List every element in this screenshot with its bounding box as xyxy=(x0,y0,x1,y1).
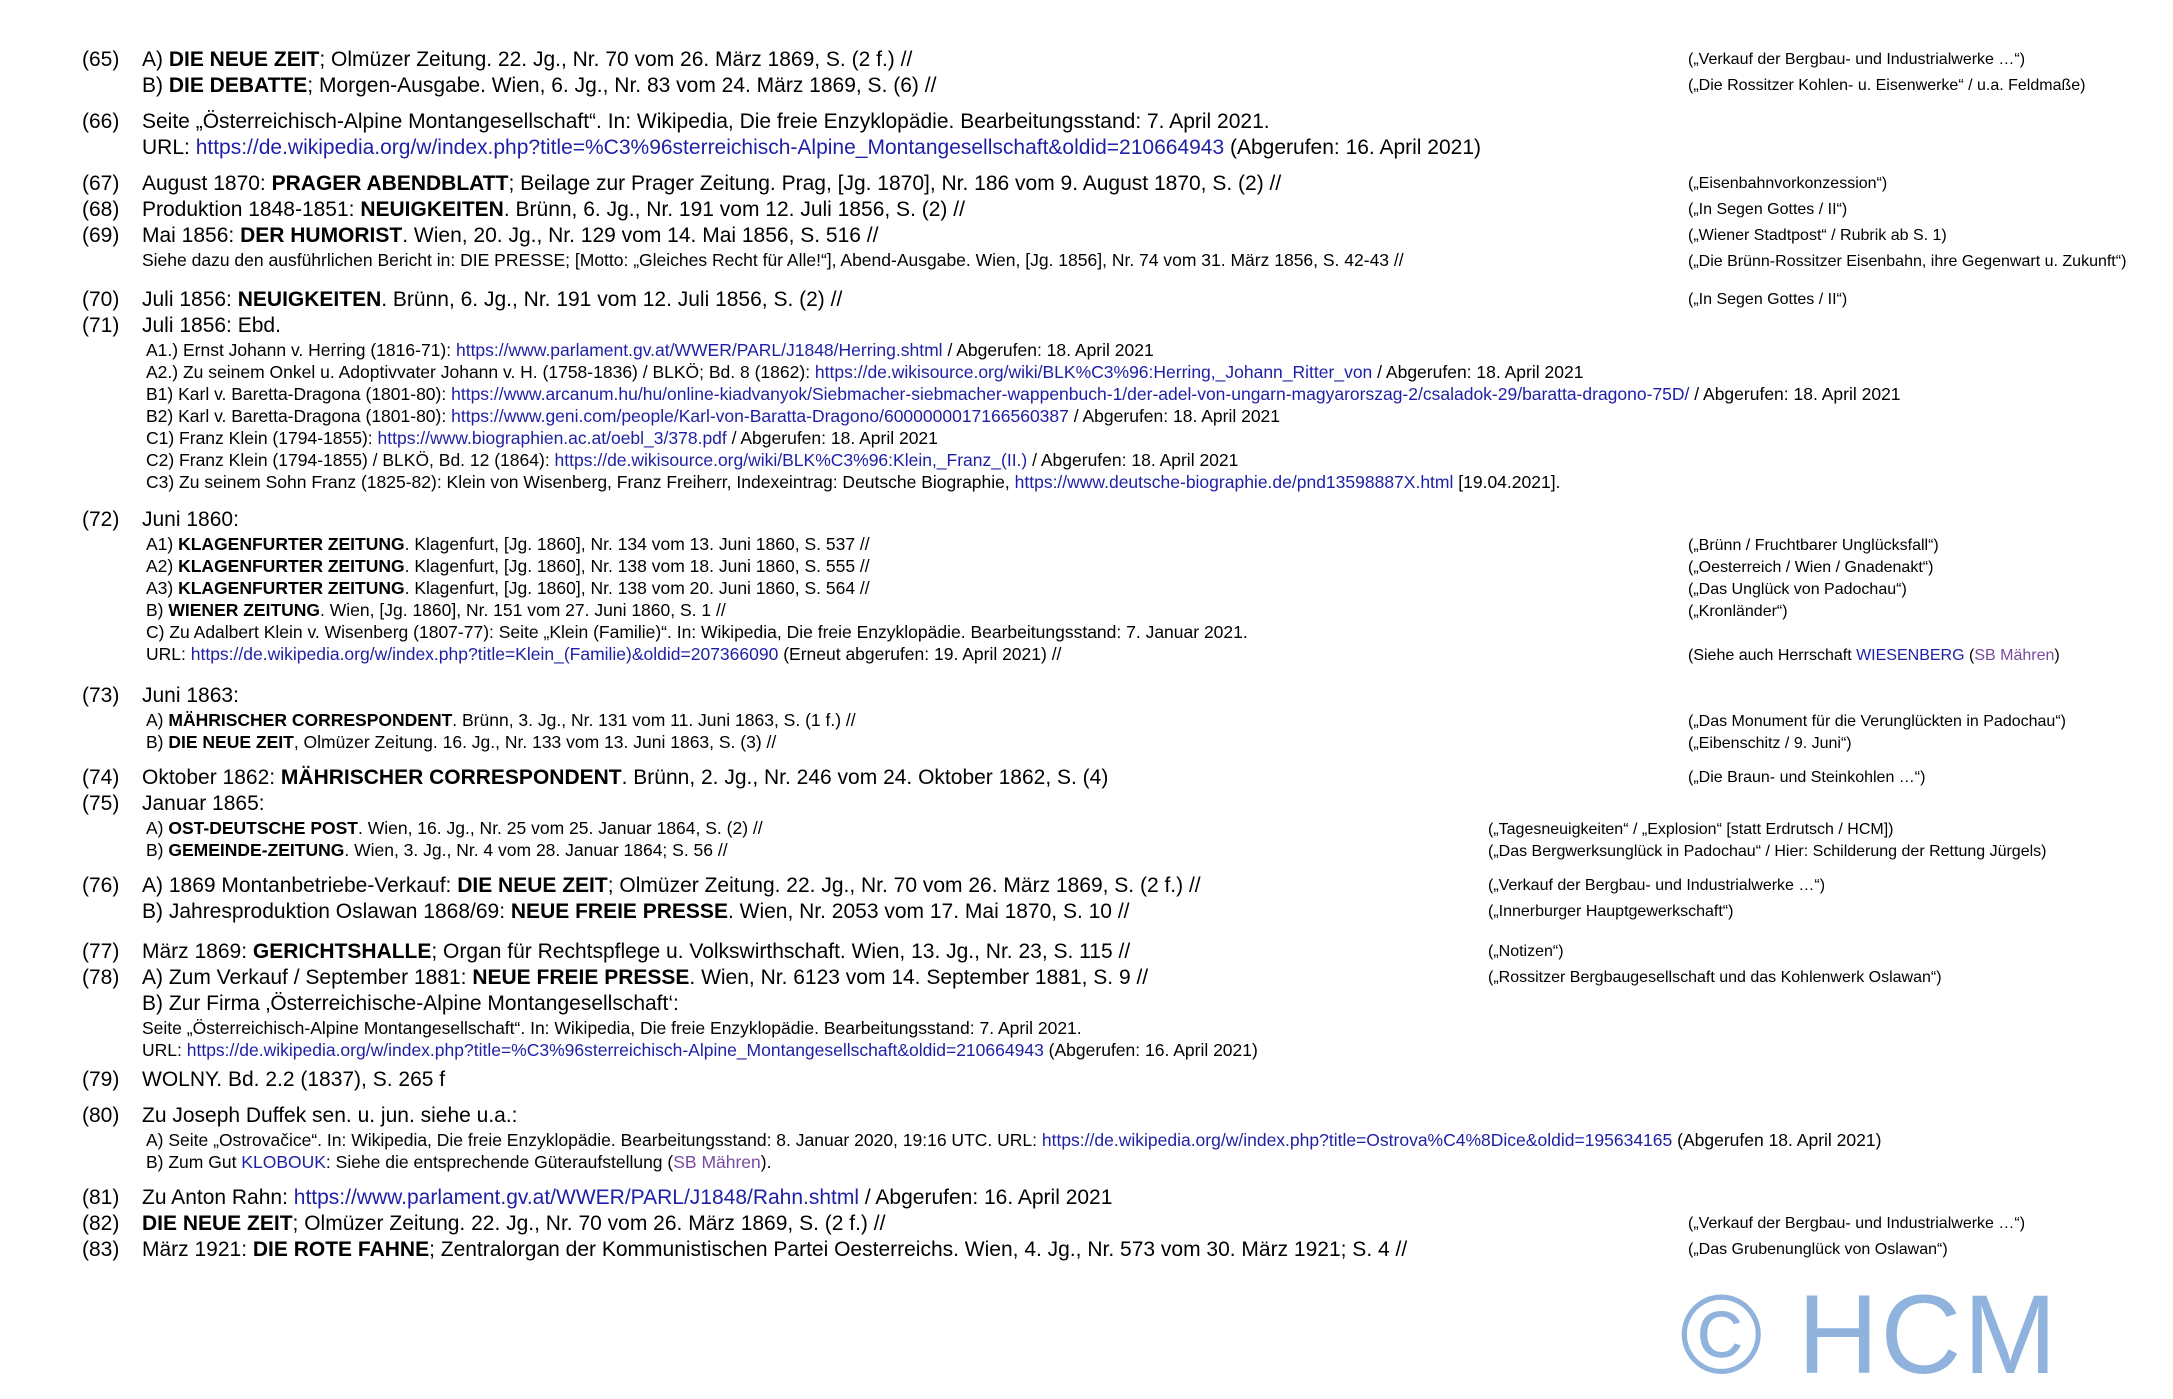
footnote-line: A) Zum Verkauf / September 1881: NEUE FREIE PRESSE. Wien, Nr. 6123 vom 14. September 1881, S. 9 // xyxy=(142,966,1149,989)
footnote-number: (68) xyxy=(82,198,120,221)
footnote-number: (83) xyxy=(82,1238,120,1261)
footnote-line: Seite „Österreichisch-Alpine Montangesellschaft“. In: Wikipedia, Die freie Enzyklopädie. Bearbeitungsstand: 7. April 2021. xyxy=(142,1018,1082,1038)
reference-link[interactable]: https://de.wikipedia.org/w/index.php?title=%C3%96sterreichisch-Alpine_Montangesellschaft&oldid=210664943 xyxy=(195,136,1225,159)
footnote-line: B) DIE NEUE ZEIT, Olmüzer Zeitung. 16. Jg., Nr. 133 vom 13. Juni 1863, S. (3) // xyxy=(146,732,777,752)
footnote-line: A3) KLAGENFURTER ZEITUNG. Klagenfurt, [Jg. 1860], Nr. 138 vom 20. Juni 1860, S. 564 // xyxy=(146,578,870,598)
reference-link[interactable]: https://de.wikipedia.org/w/index.php?title=Ostrova%C4%8Dice&oldid=195634165 xyxy=(1041,1130,1673,1150)
footnote-line: Januar 1865: xyxy=(142,792,265,815)
reference-link[interactable]: https://www.parlament.gv.at/WWER/PARL/J1848/Herring.shtml xyxy=(455,340,943,360)
reference-link[interactable]: https://www.biographien.ac.at/oebl_3/378.pdf xyxy=(377,428,727,448)
topic-annotation: („Brünn / Fruchtbarer Unglücksfall“) xyxy=(1688,537,1939,554)
topic-annotation: („Kronländer“) xyxy=(1688,603,1788,620)
copyright-watermark: © HCM xyxy=(1680,1272,2059,1397)
footnote-line: A) Seite „Ostrovačice“. In: Wikipedia, Die freie Enzyklopädie. Bearbeitungsstand: 8. Januar 2020, 19:16 UTC. URL: https://de.wikipedia.org/w/index.php?title=Ostrova%C4%8Dice&oldid=195634165 (Abgerufen 18. April 2021) xyxy=(146,1130,1882,1150)
topic-annotation: („In Segen Gottes / II“) xyxy=(1688,201,1848,218)
footnote-line: Zu Anton Rahn: https://www.parlament.gv.at/WWER/PARL/J1848/Rahn.shtml / Abgerufen: 16. April 2021 xyxy=(142,1186,1113,1209)
footnote-line: A2.) Zu seinem Onkel u. Adoptivvater Johann v. H. (1758-1836) / BLKÖ; Bd. 8 (1862): https://de.wikisource.org/wiki/BLK%C3%96:Herring,_Johann_Ritter_von / Abgerufen: 18. April 2021 xyxy=(146,362,1584,382)
footnote-number: (70) xyxy=(82,288,120,311)
topic-annotation: („Rossitzer Bergbaugesellschaft und das Kohlenwerk Oslawan“) xyxy=(1488,969,1942,986)
footnote-line: B) Zur Firma ‚Österreichische-Alpine Montangesellschaft‘: xyxy=(142,992,679,1015)
footnote-line: A) DIE NEUE ZEIT; Olmüzer Zeitung. 22. Jg., Nr. 70 vom 26. März 1869, S. (2 f.) // xyxy=(142,48,913,71)
topic-annotation: (Siehe auch Herrschaft WIESENBERG (SB Mähren) xyxy=(1688,647,2060,664)
footnote-number: (82) xyxy=(82,1212,120,1235)
footnote-line: URL: https://de.wikipedia.org/w/index.php?title=%C3%96sterreichisch-Alpine_Montangesellschaft&oldid=210664943 (Abgerufen: 16. April 2021) xyxy=(142,1040,1258,1060)
footnote-line: A1.) Ernst Johann v. Herring (1816-71): https://www.parlament.gv.at/WWER/PARL/J1848/Herring.shtml / Abgerufen: 18. April 2021 xyxy=(146,340,1154,360)
topic-annotation: („Die Brünn-Rossitzer Eisenbahn, ihre Gegenwart u. Zukunft“) xyxy=(1688,253,2127,270)
footnote-line: B) GEMEINDE-ZEITUNG. Wien, 3. Jg., Nr. 4 vom 28. Januar 1864; S. 56 // xyxy=(146,840,728,860)
topic-annotation: („Verkauf der Bergbau- und Industrialwerke …“) xyxy=(1688,51,2026,68)
footnote-line: A2) KLAGENFURTER ZEITUNG. Klagenfurt, [Jg. 1860], Nr. 138 vom 18. Juni 1860, S. 555 // xyxy=(146,556,870,576)
footnote-number: (66) xyxy=(82,110,120,133)
footnote-line: B) WIENER ZEITUNG. Wien, [Jg. 1860], Nr. 151 vom 27. Juni 1860, S. 1 // xyxy=(146,600,726,620)
topic-annotation: („Die Braun- und Steinkohlen …“) xyxy=(1688,769,1926,786)
topic-annotation: („Das Bergwerksunglück in Padochau“ / Hier: Schilderung der Rettung Jürgels) xyxy=(1488,843,2047,860)
topic-annotation: („Tagesneuigkeiten“ / „Explosion“ [statt Erdrutsch / HCM]) xyxy=(1488,821,1894,838)
footnote-line: Zu Joseph Duffek sen. u. jun. siehe u.a.: xyxy=(142,1104,518,1127)
footnote-line: Juli 1856: NEUIGKEITEN. Brünn, 6. Jg., Nr. 191 vom 12. Juli 1856, S. (2) // xyxy=(142,288,843,311)
reference-link[interactable]: https://de.wikisource.org/wiki/BLK%C3%96:Herring,_Johann_Ritter_von xyxy=(814,362,1373,382)
footnote-number: (72) xyxy=(82,508,120,531)
footnote-line: B) Zum Gut KLOBOUK: Siehe die entsprechende Güteraufstellung (SB Mähren). xyxy=(146,1152,772,1172)
footnote-line: Siehe dazu den ausführlichen Bericht in: DIE PRESSE; [Motto: „Gleiches Recht für Alle!“], Abend-Ausgabe. Wien, [Jg. 1856], Nr. 74 vom 31. März 1856, S. 42-43 // xyxy=(142,250,1404,270)
footnote-number: (69) xyxy=(82,224,120,247)
footnote-line: Seite „Österreichisch-Alpine Montangesellschaft“. In: Wikipedia, Die freie Enzyklopädie. Bearbeitungsstand: 7. April 2021. xyxy=(142,110,1270,133)
topic-annotation: („In Segen Gottes / II“) xyxy=(1688,291,1848,308)
footnote-line: B1) Karl v. Baretta-Dragona (1801-80): https://www.arcanum.hu/hu/online-kiadvanyok/Siebmacher-siebmacher-wappenbuch-1/der-adel-von-ungarn-magyarorszag-2/csaladok-29/baratta-dragono-75D/ / Abgerufen: 18. April 2021 xyxy=(146,384,1901,404)
footnote-line: URL: https://de.wikipedia.org/w/index.php?title=Klein_(Familie)&oldid=207366090 (Erneut abgerufen: 19. April 2021) // xyxy=(146,644,1062,664)
topic-annotation: („Wiener Stadtpost“ / Rubrik ab S. 1) xyxy=(1688,227,1947,244)
footnote-line: Juli 1856: Ebd. xyxy=(142,314,281,337)
footnote-number: (81) xyxy=(82,1186,120,1209)
topic-annotation: („Eisenbahnvorkonzession“) xyxy=(1688,175,1888,192)
reference-link[interactable]: https://de.wikipedia.org/w/index.php?title=%C3%96sterreichisch-Alpine_Montangesellschaft&oldid=210664943 xyxy=(186,1040,1044,1060)
footnote-line: Produktion 1848-1851: NEUIGKEITEN. Brünn, 6. Jg., Nr. 191 vom 12. Juli 1856, S. (2) // xyxy=(142,198,965,221)
footnote-line: Juni 1863: xyxy=(142,684,239,707)
footnote-line: URL: https://de.wikipedia.org/w/index.php?title=%C3%96sterreichisch-Alpine_Montangesellschaft&oldid=210664943 (Abgerufen: 16. April 2021) xyxy=(142,136,1482,159)
topic-annotation: („Die Rossitzer Kohlen- u. Eisenwerke“ / u.a. Feldmaße) xyxy=(1688,77,2086,94)
topic-annotation: („Verkauf der Bergbau- und Industrialwerke …“) xyxy=(1688,1215,2026,1232)
footnote-line: März 1869: GERICHTSHALLE; Organ für Rechtspflege u. Volkswirthschaft. Wien, 13. Jg., Nr. 23, S. 115 // xyxy=(142,940,1131,963)
footnote-number: (76) xyxy=(82,874,120,897)
footnote-line: A) OST-DEUTSCHE POST. Wien, 16. Jg., Nr. 25 vom 25. Januar 1864, S. (2) // xyxy=(146,818,763,838)
footnote-line: B) DIE DEBATTE; Morgen-Ausgabe. Wien, 6. Jg., Nr. 83 vom 24. März 1869, S. (6) // xyxy=(142,74,937,97)
topic-annotation: („Das Grubenunglück von Oslawan“) xyxy=(1688,1241,1948,1258)
reference-link[interactable]: https://de.wikipedia.org/w/index.php?title=Klein_(Familie)&oldid=207366090 xyxy=(190,644,779,664)
footnote-line: B) Jahresproduktion Oslawan 1868/69: NEUE FREIE PRESSE. Wien, Nr. 2053 vom 17. Mai 1870, S. 10 // xyxy=(142,900,1130,923)
footnote-number: (74) xyxy=(82,766,120,789)
footnote-number: (65) xyxy=(82,48,120,71)
footnote-number: (71) xyxy=(82,314,120,337)
footnote-line: B2) Karl v. Baretta-Dragona (1801-80): https://www.geni.com/people/Karl-von-Baratta-Dragono/6000000017166560387 / Abgerufen: 18. April 2021 xyxy=(146,406,1281,426)
reference-link[interactable]: https://www.geni.com/people/Karl-von-Baratta-Dragono/6000000017166560387 xyxy=(451,406,1069,426)
footnote-line: WOLNY. Bd. 2.2 (1837), S. 265 f xyxy=(142,1068,446,1091)
reference-link[interactable]: KLOBOUK xyxy=(241,1152,326,1172)
topic-annotation: („Notizen“) xyxy=(1488,943,1564,960)
footnote-number: (80) xyxy=(82,1104,120,1127)
reference-link[interactable]: https://www.deutsche-biographie.de/pnd13598887X.html xyxy=(1014,472,1454,492)
footnote-line: A) 1869 Montanbetriebe-Verkauf: DIE NEUE ZEIT; Olmüzer Zeitung. 22. Jg., Nr. 70 vom 26. März 1869, S. (2 f.) // xyxy=(142,874,1201,897)
reference-link[interactable]: SB Mähren xyxy=(673,1152,761,1172)
footnote-line: Mai 1856: DER HUMORIST. Wien, 20. Jg., Nr. 129 vom 14. Mai 1856, S. 516 // xyxy=(142,224,879,247)
topic-annotation: („Eibenschitz / 9. Juni“) xyxy=(1688,735,1852,752)
footnote-line: Juni 1860: xyxy=(142,508,239,531)
footnote-line: A) MÄHRISCHER CORRESPONDENT. Brünn, 3. Jg., Nr. 131 vom 11. Juni 1863, S. (1 f.) // xyxy=(146,710,856,730)
footnote-line: C) Zu Adalbert Klein v. Wisenberg (1807-77): Seite „Klein (Familie)“. In: Wikipedia, Die freie Enzyklopädie. Bearbeitungsstand: 7. Januar 2021. xyxy=(146,622,1248,642)
reference-link[interactable]: WIESENBERG xyxy=(1856,647,1965,664)
footnote-line: August 1870: PRAGER ABENDBLATT; Beilage zur Prager Zeitung. Prag, [Jg. 1870], Nr. 186 vom 9. August 1870, S. (2) // xyxy=(142,172,1282,195)
topic-annotation: („Das Unglück von Padochau“) xyxy=(1688,581,1907,598)
reference-link[interactable]: https://de.wikisource.org/wiki/BLK%C3%96:Klein,_Franz_(II.) xyxy=(554,450,1028,470)
footnote-line: C3) Zu seinem Sohn Franz (1825-82): Klein von Wisenberg, Franz Freiherr, Indexeintrag: Deutsche Biographie, https://www.deutsche-biographie.de/pnd13598887X.html [19.04.2021]. xyxy=(146,472,1561,492)
footnote-number: (77) xyxy=(82,940,120,963)
reference-link[interactable]: https://www.arcanum.hu/hu/online-kiadvanyok/Siebmacher-siebmacher-wappenbuch-1/der-adel-von-ungarn-magyarorszag-2/csaladok-29/baratta-dragono-75D/ xyxy=(451,384,1690,404)
footnote-line: März 1921: DIE ROTE FAHNE; Zentralorgan der Kommunistischen Partei Oesterreichs. Wien, 4. Jg., Nr. 573 vom 30. März 1921; S. 4 // xyxy=(142,1238,1408,1261)
footnote-number: (67) xyxy=(82,172,120,195)
footnote-number: (79) xyxy=(82,1068,120,1091)
footnote-line: A1) KLAGENFURTER ZEITUNG. Klagenfurt, [Jg. 1860], Nr. 134 vom 13. Juni 1860, S. 537 // xyxy=(146,534,870,554)
topic-annotation: („Innerburger Hauptgewerkschaft“) xyxy=(1488,903,1734,920)
footnote-number: (73) xyxy=(82,684,120,707)
footnote-line: DIE NEUE ZEIT; Olmüzer Zeitung. 22. Jg., Nr. 70 vom 26. März 1869, S. (2 f.) // xyxy=(142,1212,886,1235)
footnote-line: Oktober 1862: MÄHRISCHER CORRESPONDENT. Brünn, 2. Jg., Nr. 246 vom 24. Oktober 1862, S. (4) xyxy=(142,766,1109,789)
topic-annotation: („Verkauf der Bergbau- und Industrialwerke …“) xyxy=(1488,877,1826,894)
topic-annotation: („Oesterreich / Wien / Gnadenakt“) xyxy=(1688,559,1934,576)
reference-link[interactable]: SB Mähren xyxy=(1974,647,2055,664)
reference-link[interactable]: https://www.parlament.gv.at/WWER/PARL/J1848/Rahn.shtml xyxy=(293,1186,860,1209)
footnote-line: C2) Franz Klein (1794-1855) / BLKÖ, Bd. 12 (1864): https://de.wikisource.org/wiki/BLK%C3%96:Klein,_Franz_(II.) / Abgerufen: 18. April 2021 xyxy=(146,450,1239,470)
footnote-number: (78) xyxy=(82,966,120,989)
footnote-number: (75) xyxy=(82,792,120,815)
footnote-line: C1) Franz Klein (1794-1855): https://www.biographien.ac.at/oebl_3/378.pdf / Abgerufen: 18. April 2021 xyxy=(146,428,938,448)
topic-annotation: („Das Monument für die Verunglückten in Padochau“) xyxy=(1688,713,2066,730)
